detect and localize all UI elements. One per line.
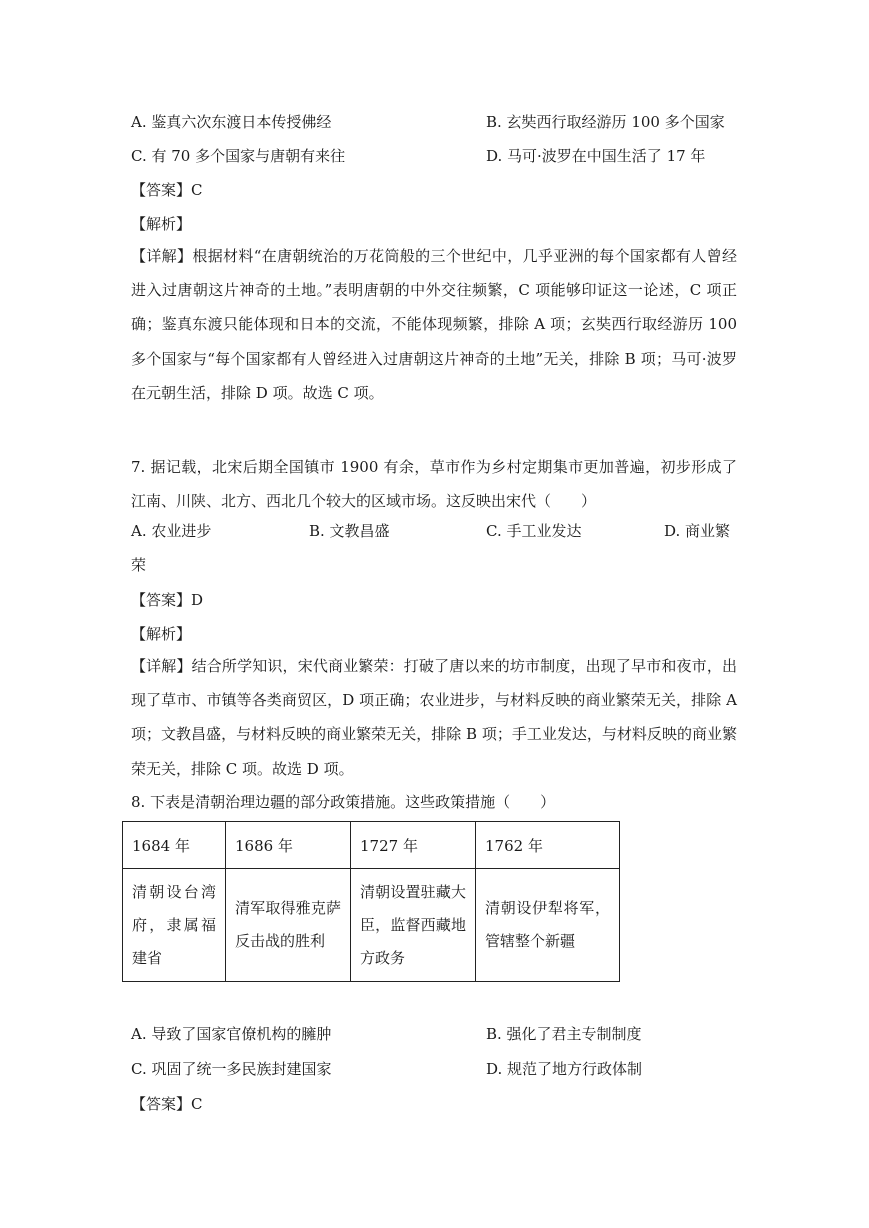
q8-answer: 【答案】C [131, 1095, 203, 1113]
q7-analysis-label: 【解析】 [131, 625, 192, 643]
event-text: 清朝设伊犁将军，管辖整个新疆 [485, 899, 610, 950]
q8-stem: 8. 下表是清朝治理边疆的部分政策措施。这些政策措施（ ） [131, 793, 556, 811]
event-text: 清朝设台湾府，隶属福建省 [132, 882, 216, 967]
q6-option-a: A. 鉴真六次东渡日本传授佛经 [131, 113, 332, 131]
event-text: 清朝设置驻藏大臣，监督西藏地方政务 [360, 882, 466, 967]
q6-detail-text: 【详解】根据材料“在唐朝统治的万花筒般的三个世纪中，几乎亚洲的每个国家都有人曾经进入过唐朝这片神奇的土地。”表明唐朝的中外交往频繁，C 项能够印证这一论述，C 项正确；鉴真东渡只能体现和日本的交流，不能体现频繁，排除 A 项；玄奘西行取经游历 100 多个国家与“每个国家都有人曾经进入过唐朝这片神奇的土地”无关，排除 B 项；马可·波罗在元朝生活，排除 D 项。故选 C 项。 [131, 247, 737, 402]
table-cell-year: 1684 年 [123, 822, 226, 869]
q6-option-c: C. 有 70 多个国家与唐朝有来往 [131, 147, 346, 165]
q6-analysis-label: 【解析】 [131, 215, 192, 233]
q7-option-c: C. 手工业发达 [486, 522, 582, 540]
table-cell-event [226, 869, 351, 982]
table-cell-year: 1762 年 [476, 822, 620, 869]
q7-detail [131, 649, 737, 786]
table-header-row [123, 822, 620, 869]
q8-option-a: A. 导致了国家官僚机构的臃肿 [131, 1025, 332, 1043]
q8-option-d: D. 规范了地方行政体制 [486, 1060, 643, 1078]
q7-stem-text: 7. 据记载，北宋后期全国镇市 1900 有余，草市作为乡村定期集市更加普遍，初步形成了江南、川陕、北方、西北几个较大的区域市场。这反映出宋代（ ） [131, 458, 737, 511]
q6-detail [131, 239, 737, 410]
table-row [123, 869, 620, 982]
table-cell-year: 1686 年 [226, 822, 351, 869]
table-cell-event [123, 869, 226, 982]
q6-option-b: B. 玄奘西行取经游历 100 多个国家 [486, 113, 725, 131]
q7-answer: 【答案】D [131, 591, 204, 609]
event-text: 清军取得雅克萨反击战的胜利 [235, 899, 341, 950]
q6-answer: 【答案】C [131, 181, 203, 199]
q8-option-c: C. 巩固了统一多民族封建国家 [131, 1060, 332, 1078]
q7-stem [131, 450, 737, 518]
q8-option-b: B. 强化了君主专制制度 [486, 1025, 642, 1043]
policy-table [122, 821, 620, 982]
q7-detail-text: 【详解】结合所学知识，宋代商业繁荣：打破了唐以来的坊市制度，出现了早市和夜市，出现了草市、市镇等各类商贸区，D 项正确；农业进步，与材料反映的商业繁荣无关，排除 A 项；文教昌盛，与材料反映的商业繁荣无关，排除 B 项；手工业发达，与材料反映的商业繁荣无关，排除 C 项。故选 D 项。 [131, 657, 737, 778]
q6-option-d: D. 马可·波罗在中国生活了 17 年 [486, 147, 706, 165]
table-cell-event [351, 869, 476, 982]
q7-option-a: A. 农业进步 [131, 522, 212, 540]
q7-option-d-wrap: 荣 [131, 556, 147, 574]
q7-option-b: B. 文教昌盛 [309, 522, 390, 540]
table-cell-year: 1727 年 [351, 822, 476, 869]
table-cell-event [476, 869, 620, 982]
q7-option-d: D. 商业繁 [664, 522, 731, 540]
